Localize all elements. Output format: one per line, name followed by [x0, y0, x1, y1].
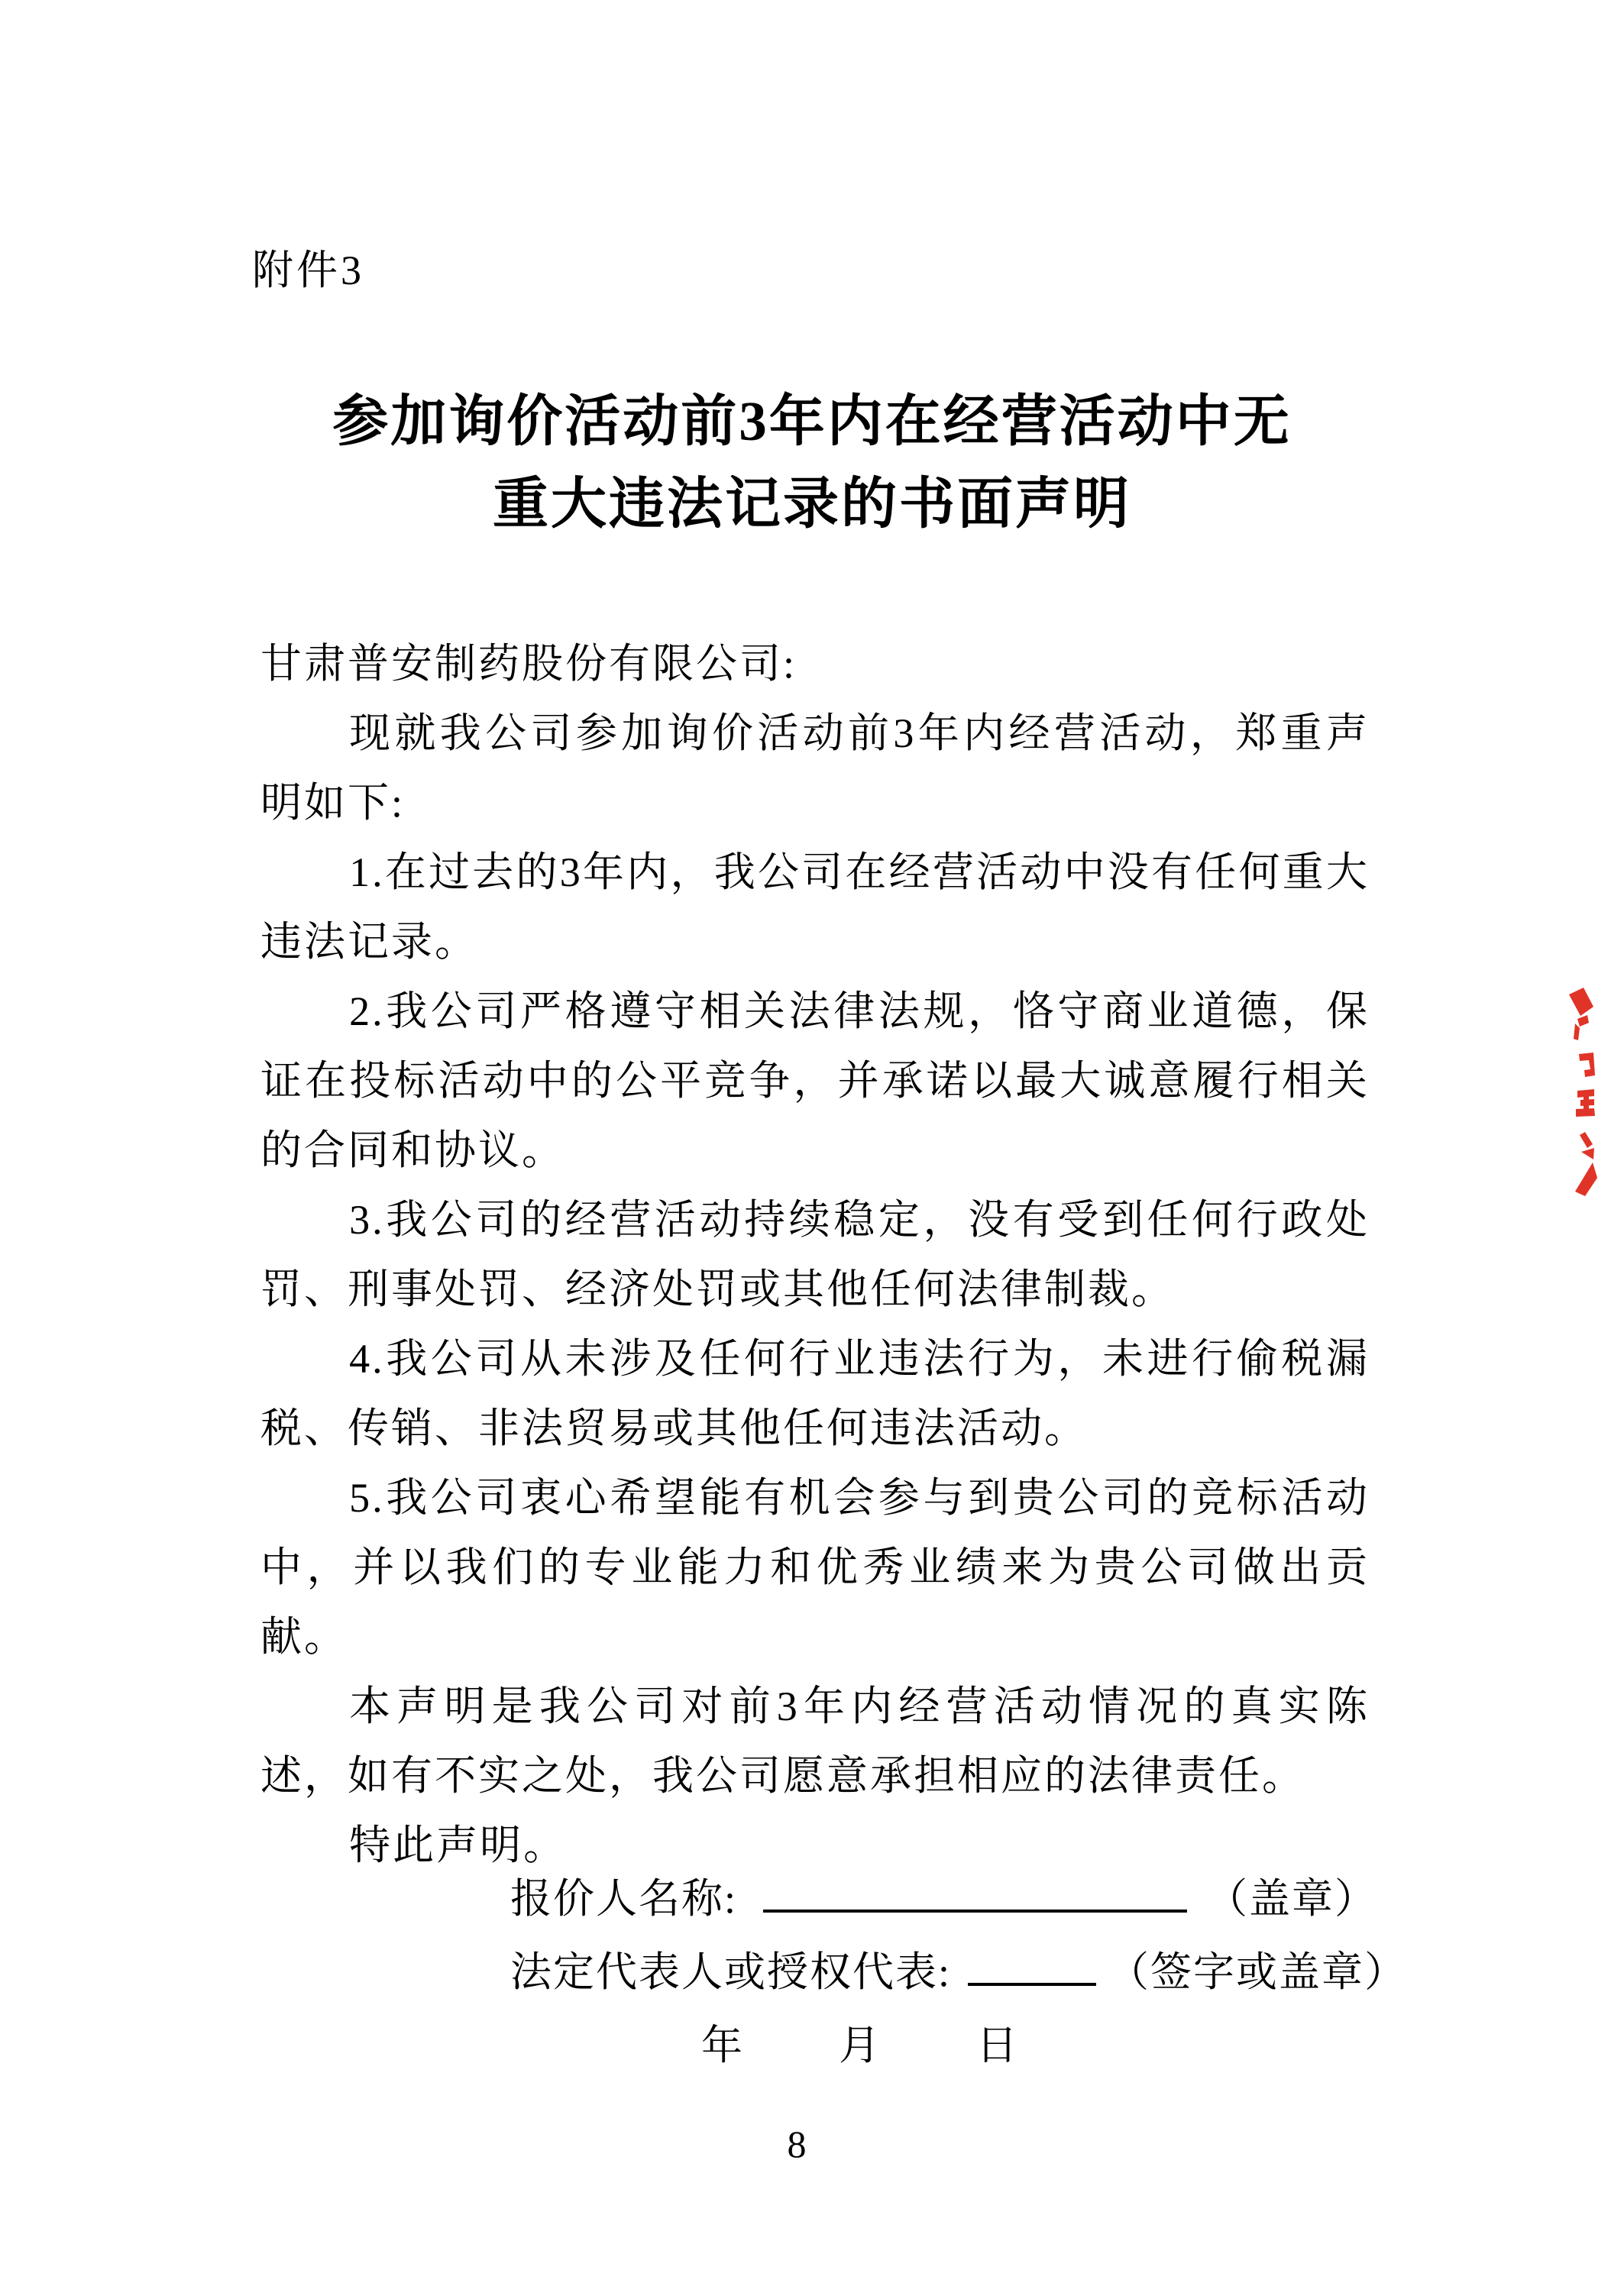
paragraph-item-5: 5.我公司衷心希望能有机会参与到贵公司的竞标活动中，并以我们的专业能力和优秀业绩来为贵公司做出贡献。	[260, 1475, 1370, 1660]
representative-line	[510, 1935, 1427, 2009]
paragraph-hereby: 特此声明。	[349, 1822, 568, 1868]
paragraph-item-1: 1.在过去的3年内，我公司在经营活动中没有任何重大违法记录。	[260, 849, 1370, 965]
salutation: 甘肃普安制药股份有限公司:	[260, 641, 797, 687]
paragraph-closing: 本声明是我公司对前3年内经营活动情况的真实陈述，如有不实之处，我公司愿意承担相应的法律责任。	[260, 1683, 1370, 1799]
representative-label: 法定代表人或授权代表:	[510, 1949, 952, 1995]
bidder-name-blank	[763, 1874, 1187, 1913]
attachment-label: 附件3	[252, 247, 364, 293]
bidder-name-line	[510, 1862, 1427, 1935]
representative-blank	[968, 1948, 1096, 1986]
seal-note: （盖章）	[1206, 1876, 1378, 1922]
date-line: 年 月 日	[701, 2023, 1022, 2068]
document-title-line2: 重大违法记录的书面声明	[493, 473, 1131, 535]
paragraph-intro: 现就我公司参加询价活动前3年内经营活动，郑重声明如下:	[260, 710, 1370, 826]
declaration-body	[260, 629, 1370, 1880]
paragraph-item-2: 2.我公司严格遵守相关法律法规，恪守商业道德，保证在投标活动中的公平竞争，并承诺以最大诚意履行相关的合同和协议。	[260, 988, 1370, 1173]
bidder-name-label: 报价人名称:	[510, 1876, 738, 1922]
sign-or-seal-note: （签字或盖章）	[1108, 1949, 1408, 1995]
page-number: 8	[787, 2123, 807, 2165]
signature-block	[510, 1862, 1427, 2082]
red-seal-fragment-shapes	[1569, 988, 1597, 1196]
document-title-line1: 参加询价活动前3年内在经营活动中无	[332, 390, 1292, 452]
red-seal-fragments	[1560, 984, 1606, 1207]
paragraph-item-3: 3.我公司的经营活动持续稳定，没有受到任何行政处罚、刑事处罚、经济处罚或其他任何法律制裁。	[260, 1197, 1370, 1312]
paragraph-item-4: 4.我公司从未涉及任何行业违法行为，未进行偷税漏税、传销、非法贸易或其他任何违法活动。	[260, 1336, 1370, 1451]
document-title	[0, 380, 1624, 545]
